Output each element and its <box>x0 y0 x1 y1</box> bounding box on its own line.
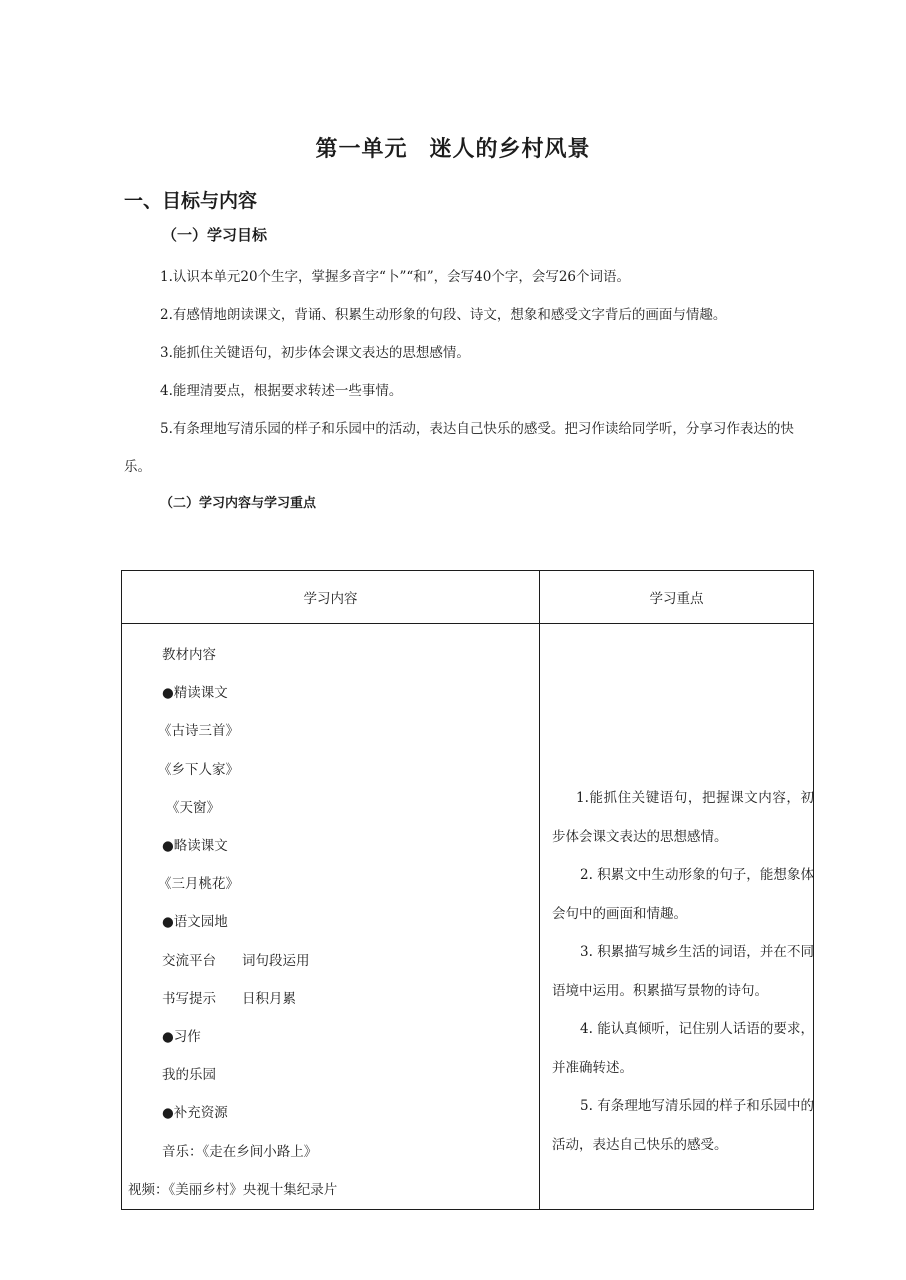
content-line: 教材内容 <box>162 647 216 663</box>
content-line <box>122 980 539 1018</box>
focus-cell <box>540 624 814 1210</box>
page-title <box>0 132 906 163</box>
content-line: ●略读课文 <box>162 838 228 855</box>
goal-item: 4.能理清要点，根据要求转述一些事情。 <box>160 383 403 399</box>
content-heading: （二）学习内容与学习重点 <box>160 496 317 511</box>
content-cell <box>122 624 540 1210</box>
section-heading: 一、目标与内容 <box>124 190 258 212</box>
content-line-part: 交流平台 <box>162 952 216 969</box>
header-content: 学习内容 <box>122 571 540 624</box>
goal-item: 5.有条理地写清乐园的样子和乐园中的活动，表达自己快乐的感受。把习作读给同学听，分享习作表达的快乐。 <box>124 421 794 475</box>
focus-item: 1.能抓住关键语句，把握课文内容，初步体会课文表达的思想感情。 <box>552 790 814 845</box>
content-line-part: 词句段运用 <box>242 952 310 969</box>
title-topic: 迷人的乡村风景 <box>429 137 591 162</box>
focus-item: 5. 有条理地写清乐园的样子和乐园中的活动，表达自己快乐的感受。 <box>552 1098 814 1153</box>
content-line: 音乐：《走在乡间小路上》 <box>162 1143 318 1160</box>
content-line: ●语文园地 <box>162 914 228 931</box>
content-line: 《三月桃花》 <box>158 876 239 893</box>
content-line: 视频：《美丽乡村》央视十集纪录片 <box>128 1181 338 1198</box>
content-line: 《乡下人家》 <box>158 761 239 778</box>
content-line-part: 书写提示 <box>162 990 216 1007</box>
focus-item: 3. 积累描写城乡生活的词语，并在不同语境中运用。积累描写景物的诗句。 <box>552 944 814 999</box>
focus-item: 2. 积累文中生动形象的句子，能想象体会句中的画面和情趣。 <box>552 867 814 922</box>
content-line: 《天窗》 <box>166 799 220 816</box>
goal-item: 2.有感情地朗读课文，背诵、积累生动形象的句段、诗文，想象和感受文字背后的画面与情趣。 <box>160 307 727 323</box>
content-line-part: 日积月累 <box>242 990 296 1007</box>
content-line: ●精读课文 <box>162 685 228 702</box>
content-line <box>122 942 539 980</box>
content-line: ●补充资源 <box>162 1105 228 1122</box>
content-table <box>121 570 814 1210</box>
goals-heading: （一）学习目标 <box>162 226 268 244</box>
focus-item: 4. 能认真倾听，记住别人话语的要求，并准确转述。 <box>552 1021 814 1076</box>
title-unit: 第一单元 <box>315 137 408 162</box>
goal-item: 3.能抓住关键语句，初步体会课文表达的思想感情。 <box>160 345 470 361</box>
goals-list <box>124 258 814 486</box>
header-focus: 学习重点 <box>540 571 814 624</box>
goal-item: 1.认识本单元20个生字，掌握多音字“卜”“和”，会写40个字，会写26个词语。 <box>160 269 631 285</box>
content-line: 我的乐园 <box>162 1067 216 1084</box>
content-line: 《古诗三首》 <box>158 723 239 740</box>
content-line: ●习作 <box>162 1029 201 1046</box>
